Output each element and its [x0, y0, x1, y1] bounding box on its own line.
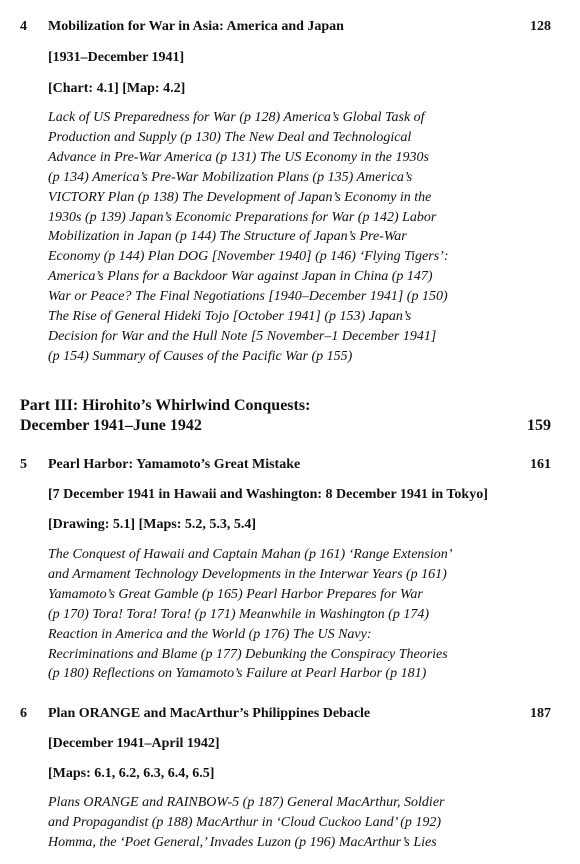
- summary-line: The Conquest of Hawaii and Captain Mahan (p 161) ‘Range Extension’: [48, 547, 453, 562]
- summary-line: and Armament Technology Developments in the Interwar Years (p 161): [48, 566, 447, 582]
- chapter-summary: [48, 793, 518, 853]
- summary-line: Recriminations and Blame (p 177) Debunking the Conspiracy Theories: [48, 646, 448, 662]
- summary-line: 1930s (p 139) Japan’s Economic Preparations for War (p 142) Labor: [48, 209, 437, 225]
- chapter-number: 6: [20, 706, 27, 721]
- chapter-dates: [December 1941–April 1942]: [48, 736, 220, 751]
- summary-line: Production and Supply (p 130) The New Deal and Technological: [48, 129, 412, 145]
- part-page-number: 159: [527, 417, 551, 434]
- chapter-figures: [Chart: 4.1] [Map: 4.2]: [48, 81, 186, 96]
- summary-line: Mobilization in Japan (p 144) The Structure of Japan’s Pre-War: [48, 229, 407, 245]
- summary-line: (p 134) America’s Pre-War Mobilization Plans (p 135) America’s: [48, 169, 413, 185]
- part-title-line-1: Part III: Hirohito’s Whirlwind Conquests:: [20, 397, 311, 414]
- chapter-title: Plan ORANGE and MacArthur’s Philippines Debacle: [48, 706, 371, 721]
- summary-line: Economy (p 144) Plan DOG [November 1940] (p 146) ‘Flying Tigers’:: [48, 249, 449, 265]
- summary-line: Decision for War and the Hull Note [5 November–1 December 1941]: [48, 328, 437, 344]
- chapter-dates: [7 December 1941 in Hawaii and Washington: 8 December 1941 in Tokyo]: [48, 487, 488, 502]
- summary-line: War or Peace? The Final Negotiations [1940–December 1941] (p 150): [48, 289, 448, 305]
- chapter-summary: [48, 108, 518, 367]
- chapter-number: 5: [20, 457, 27, 472]
- chapter-dates: [1931–December 1941]: [48, 50, 185, 65]
- chapter-number: 4: [20, 19, 27, 34]
- chapter-figures: [Maps: 6.1, 6.2, 6.3, 6.4, 6.5]: [48, 766, 215, 781]
- chapter-page-number: 128: [530, 19, 551, 34]
- chapter-page-number: 187: [530, 706, 551, 721]
- summary-line: Plans ORANGE and RAINBOW-5 (p 187) General MacArthur, Soldier: [48, 795, 445, 810]
- summary-line: (p 170) Tora! Tora! Tora! (p 171) Meanwhile in Washington (p 174): [48, 606, 430, 622]
- summary-line: (p 154) Summary of Causes of the Pacific War (p 155): [48, 348, 353, 364]
- summary-line: VICTORY Plan (p 138) The Development of Japan’s Economy in the: [48, 189, 432, 205]
- summary-line: Yamamoto’s Great Gamble (p 165) Pearl Harbor Prepares for War: [48, 586, 423, 602]
- part-3-heading: [20, 396, 551, 436]
- chapter-title: Pearl Harbor: Yamamoto’s Great Mistake: [48, 457, 301, 472]
- summary-line: The Rise of General Hideki Tojo [October 1941] (p 153) Japan’s: [48, 309, 412, 325]
- chapter-page-number: 161: [530, 457, 551, 472]
- chapter-title: Mobilization for War in Asia: America and Japan: [48, 19, 344, 34]
- summary-line: America’s Plans for a Backdoor War against Japan in China (p 147): [48, 269, 433, 285]
- summary-line: Advance in Pre-War America (p 131) The US Economy in the 1930s: [48, 149, 429, 165]
- part-title-line-2: December 1941–June 1942: [20, 417, 202, 434]
- summary-line: and Propagandist (p 188) MacArthur in ‘Cloud Cuckoo Land’ (p 192): [48, 814, 442, 830]
- summary-line: Homma, the ‘Poet General,’ Invades Luzon (p 196) MacArthur’s Lies: [48, 834, 437, 850]
- summary-line: (p 180) Reflections on Yamamoto’s Failure at Pearl Harbor (p 181): [48, 666, 427, 682]
- summary-line: Lack of US Preparedness for War (p 128) America’s Global Task of: [48, 110, 425, 125]
- chapter-figures: [Drawing: 5.1] [Maps: 5.2, 5.3, 5.4]: [48, 517, 257, 532]
- summary-line: Reaction in America and the World (p 176) The US Navy:: [48, 626, 372, 642]
- chapter-summary: [48, 545, 518, 684]
